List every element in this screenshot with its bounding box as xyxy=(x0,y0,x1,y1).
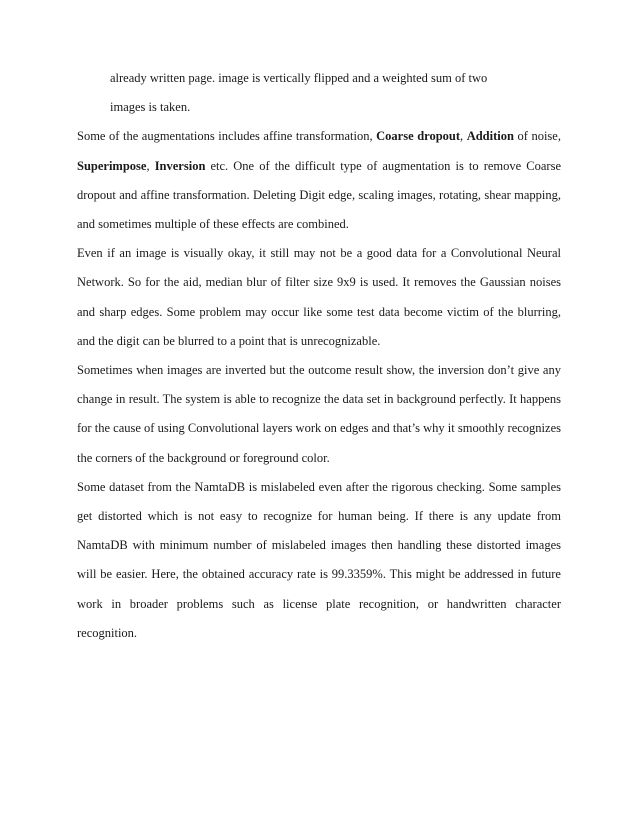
coarse-dropout-term: Coarse dropout xyxy=(376,129,461,144)
continued-paragraph xyxy=(110,64,561,122)
inversion-paragraph: Sometimes when images are inverted but the outcome result show, the inversion don’t give any change in result. The system is able to recognize the data set in background perfectly. It happens for the cause of using Convolutional layers work on edges and that’s why it smoothly recognizes the corners of the background or foreground color. xyxy=(77,363,561,465)
inversion-term: Inversion xyxy=(154,158,206,173)
continued-line-2: images is taken. xyxy=(110,100,191,115)
augmentation-text-2: , xyxy=(460,129,467,144)
augmentation-text-4: , xyxy=(146,158,155,173)
median-blur-paragraph: Even if an image is visually okay, it still may not be a good data for a Convolutional Neural Network. So for the aid, median blur of filter size 9x9 is used. It removes the Gaussian noises and sharp edges. Some problem may occur like some test data become victim of the blurring, and the digit can be blurred to a point that is unrecognizable. xyxy=(77,246,561,348)
namtadb-paragraph: Some dataset from the NamtaDB is mislabeled even after the rigorous checking. Some samples get distorted which is not easy to recognize for human being. If there is any update from NamtaDB with minimum number of mislabeled images then handling these distorted images will be easier. Here, the obtained accuracy rate is 99.3359%. This might be addressed in future work in broader problems such as license plate recognition, or handwritten character recognition. xyxy=(77,479,561,640)
addition-term: Addition xyxy=(466,129,514,144)
superimpose-term: Superimpose xyxy=(77,158,147,173)
document-page xyxy=(77,64,561,648)
augmentation-text-3: of noise, xyxy=(513,129,561,144)
augmentation-text-1: Some of the augmentations includes affine transformation, xyxy=(77,129,377,144)
augmentation-paragraph xyxy=(77,122,561,239)
continued-line-1: already written page. image is vertically flipped and a weighted sum of two xyxy=(110,71,488,85)
augmentation-text-5: etc. One of the difficult type of augmentation is to remove Coarse dropout and affine transformation. Deleting Digit edge, scaling images, rotating, shear mapping, and sometimes multiple of these effects are combined. xyxy=(77,158,562,232)
